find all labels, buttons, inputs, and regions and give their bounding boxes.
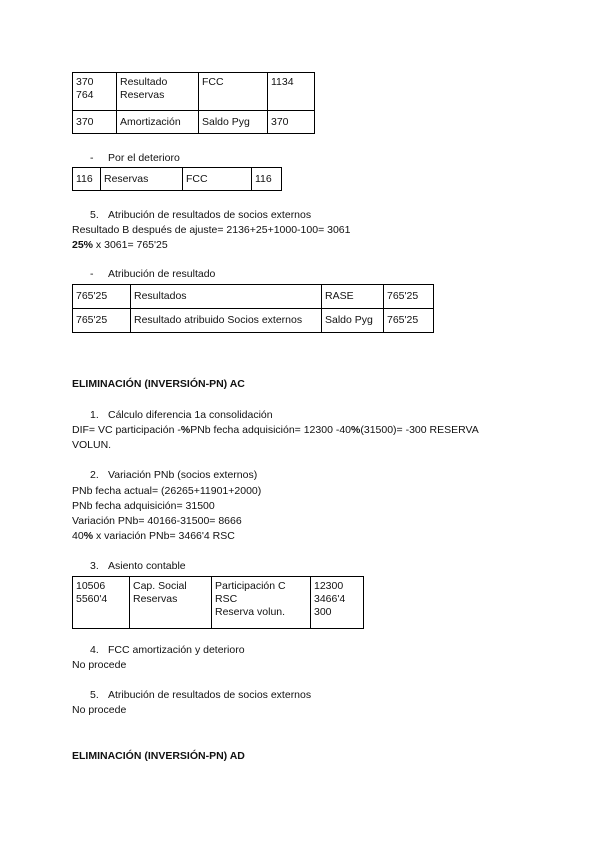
list-number: 1.: [90, 409, 99, 421]
paragraph-line: PNb fecha adquisición= 31500: [72, 500, 215, 512]
paragraph-line: Variación PNb= 40166-31500= 8666: [72, 515, 242, 527]
list-number: 5.: [90, 209, 99, 221]
section-title: Variación PNb (socios externos): [108, 469, 258, 481]
table-cell: Amortización: [117, 111, 199, 134]
table-cell: 1134: [268, 73, 315, 111]
section-title: Cálculo diferencia 1a consolidación: [108, 409, 273, 421]
table-cell: Cap. Social Reservas: [130, 577, 212, 629]
table-cell: Reservas: [101, 168, 183, 191]
table-cell: 370: [268, 111, 315, 134]
table-cell: 765'25: [384, 309, 434, 333]
table-cell: Resultado Reservas: [117, 73, 199, 111]
table-cell: Participación C RSC Reserva volun.: [212, 577, 311, 629]
table-cell: RASE: [322, 285, 384, 309]
paragraph-line: No procede: [72, 704, 127, 716]
subheading-deterioro: Por el deterioro: [108, 152, 180, 164]
section-title: FCC amortización y deterioro: [108, 644, 245, 656]
section-title: Atribución de resultados de socios externos: [108, 209, 312, 221]
journal-entry-table-asiento: [72, 576, 364, 629]
table-cell: Resultados: [131, 285, 322, 309]
journal-entry-table-atribucion: [72, 284, 434, 333]
heading-eliminacion-ad: ELIMINACIÓN (INVERSIÓN-PN) AD: [72, 750, 245, 762]
journal-entry-table-1: [72, 72, 315, 134]
table-cell: 765'25: [73, 285, 131, 309]
table-cell: Resultado atribuido Socios externos: [131, 309, 322, 333]
table-cell: 12300 3466'4 300: [311, 577, 364, 629]
table-row: [73, 309, 434, 333]
list-number: 5.: [90, 689, 99, 701]
table-cell: 370 764: [73, 73, 117, 111]
paragraph-line: VOLUN.: [72, 439, 112, 451]
table-row: [73, 577, 364, 629]
paragraph-line: DIF= VC participación -%PNb fecha adquisición= 12300 -40%(31500)= -300 RESERVA: [72, 424, 479, 436]
subheading-atribucion: Atribución de resultado: [108, 268, 216, 280]
table-cell: 116: [73, 168, 101, 191]
table-cell: Saldo Pyg: [322, 309, 384, 333]
paragraph-line: Resultado B después de ajuste= 2136+25+1000-100= 3061: [72, 224, 351, 236]
table-row: [73, 168, 282, 191]
table-row: [73, 285, 434, 309]
paragraph-line: 25% x 3061= 765'25: [72, 239, 168, 251]
table-row: [73, 111, 315, 134]
table-cell: FCC: [183, 168, 252, 191]
bullet-marker: -: [90, 268, 94, 280]
journal-entry-table-deterioro: [72, 167, 282, 191]
section-title: Asiento contable: [108, 560, 186, 572]
paragraph-line: 40% x variación PNb= 3466'4 RSC: [72, 530, 235, 542]
list-number: 4.: [90, 644, 99, 656]
table-cell: 765'25: [73, 309, 131, 333]
table-cell: 765'25: [384, 285, 434, 309]
table-row: [73, 73, 315, 111]
table-cell: 10506 5560'4: [73, 577, 130, 629]
list-number: 3.: [90, 560, 99, 572]
section-title: Atribución de resultados de socios externos: [108, 689, 312, 701]
table-cell: FCC: [199, 73, 268, 111]
table-cell: 370: [73, 111, 117, 134]
paragraph-line: No procede: [72, 659, 127, 671]
list-number: 2.: [90, 469, 99, 481]
bullet-marker: -: [90, 152, 94, 164]
paragraph-line: PNb fecha actual= (26265+11901+2000): [72, 485, 262, 497]
table-cell: Saldo Pyg: [199, 111, 268, 134]
table-cell: 116: [252, 168, 282, 191]
heading-eliminacion-ac: ELIMINACIÓN (INVERSIÓN-PN) AC: [72, 378, 245, 390]
